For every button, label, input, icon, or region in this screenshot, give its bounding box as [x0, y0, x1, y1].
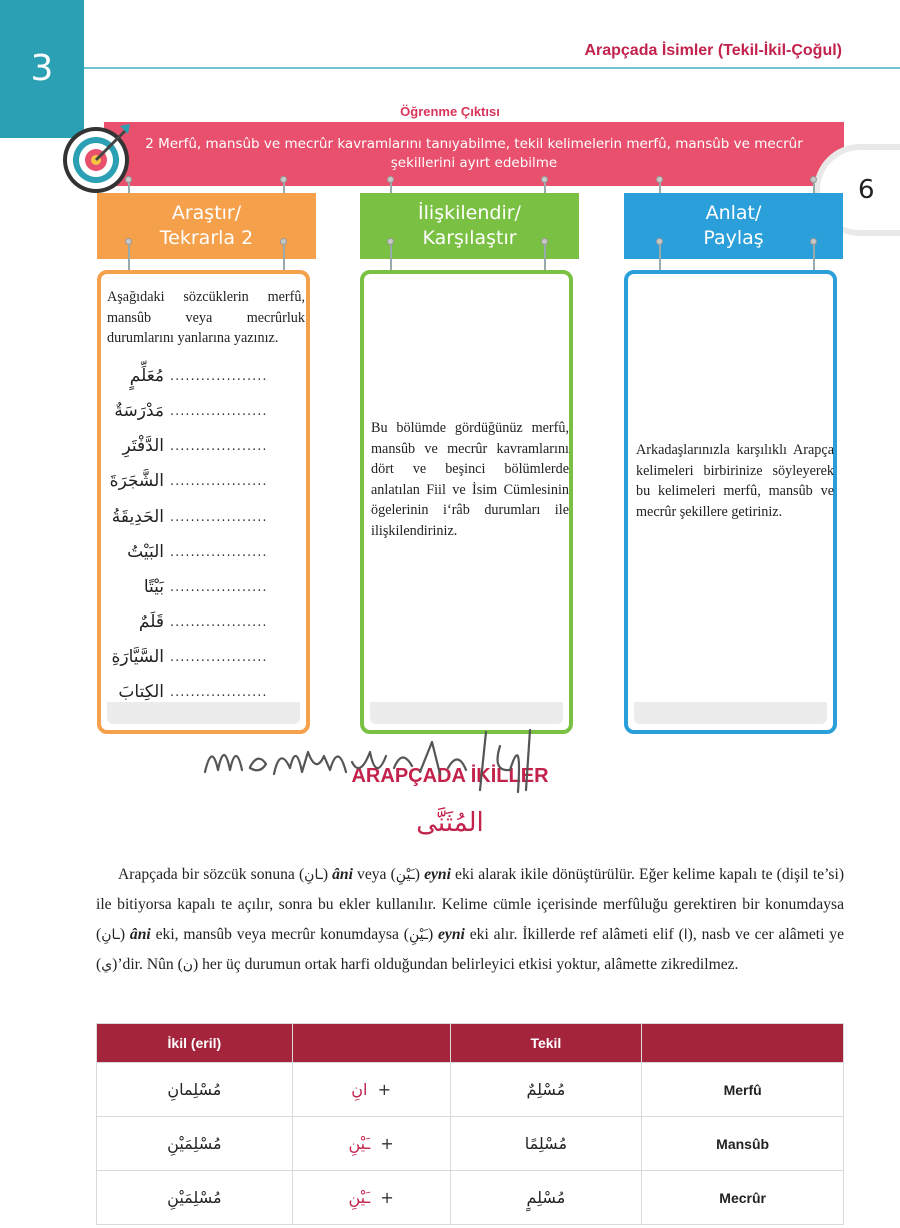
column-header-relate	[360, 193, 579, 259]
suffix-ani: âni	[332, 866, 353, 883]
intro-paragraph	[96, 860, 844, 980]
learning-outcome-label: Öğrenme Çıktısı	[400, 104, 500, 119]
suffix-cell	[292, 1171, 450, 1225]
answer-blank[interactable]: ...................	[170, 649, 268, 665]
table-row	[97, 1171, 844, 1225]
singular-form: مُسْلِمًا	[450, 1117, 642, 1171]
table-header-row	[97, 1024, 844, 1063]
para-text: veya (	[352, 866, 396, 883]
elif-arabic: ا	[683, 927, 688, 943]
word-row	[106, 640, 306, 674]
suffix: ـَيْنِ	[348, 1134, 371, 1153]
suffix-ani: âni	[129, 926, 151, 943]
header-suffix	[292, 1024, 450, 1063]
suffix-ani-arabic: ـانِ	[304, 867, 323, 883]
word-row	[106, 605, 306, 639]
column-header-line1: Araştır/	[171, 202, 242, 224]
dual-form: مُسْلِمَيْنِ	[97, 1171, 293, 1225]
card2-text: Bu bölümde gördüğünüz merfû, mansûb ve mecrûr kavramlarını dört ve beşinci bölümlerde anlatılan Fiil ve İsim Cümlesinin ögelerinin i‘râb durumları ile ilişkilendiriniz.	[371, 420, 569, 539]
singular-form: مُسْلِمٌ	[450, 1063, 642, 1117]
answer-blank[interactable]: ...................	[170, 684, 268, 700]
pin	[125, 176, 132, 183]
para-text: ) her üç durumun ortak harfi olduğundan belirleyici etkisi yoktur, alâmette zikredilmez.	[193, 956, 739, 973]
page-number-tab: 6	[820, 150, 900, 230]
word-row	[106, 675, 306, 709]
case-name: Mecrûr	[642, 1171, 844, 1225]
arabic-word: مَدْرَسَةٌ	[114, 401, 164, 421]
ye-arabic: ي	[101, 957, 113, 973]
pin	[125, 238, 132, 245]
pin	[810, 238, 817, 245]
word-row	[106, 570, 306, 604]
para-text: ), nasb ve cer alâmeti ye (	[96, 926, 844, 973]
para-text: Arapçada bir sözcük sonuna (	[118, 866, 305, 883]
word-row	[106, 535, 306, 569]
suffix-eyni: eyni	[424, 866, 451, 883]
column-header-line1: Anlat/	[705, 202, 762, 224]
suffix-eyni: eyni	[438, 926, 465, 943]
card1-instruction: Aşağıdaki sözcüklerin merfû, mansûb veya mecrûrluk durumlarını yanlarına yazınız.	[107, 289, 305, 346]
suffix-eyni-arabic: ـَيْنِ	[408, 927, 428, 943]
para-text: eki, mansûb veya mecrûr konumdaysa (	[150, 926, 409, 943]
case-name: Merfû	[642, 1063, 844, 1117]
target-icon	[60, 122, 132, 194]
header-singular: Tekil	[450, 1024, 642, 1063]
pin	[810, 176, 817, 183]
word-row	[106, 464, 306, 498]
para-text: )	[322, 866, 333, 883]
running-title: Arapçada İsimler (Tekil-İkil-Çoğul)	[584, 42, 842, 59]
answer-blank[interactable]: ...................	[170, 544, 268, 560]
para-text: )’dir. Nûn (	[112, 956, 183, 973]
dual-form: مُسْلِمَيْنِ	[97, 1117, 293, 1171]
pin	[387, 176, 394, 183]
column-header-share	[624, 193, 843, 259]
card-wave	[634, 702, 827, 724]
word-row	[106, 359, 306, 393]
arabic-word: البَيْتُ	[127, 542, 164, 562]
arabic-word: الكِتابَ	[118, 682, 164, 702]
para-text: eki alır. İkillerde ref alâmeti elif (	[464, 926, 684, 943]
card3-text: Arkadaşlarınızla karşılıklı Arapça kelimeleri birbirinize söyleyerek bu kelimeleri merfû, mansûb ve mecrûr şekillere getiriniz.	[636, 442, 834, 520]
suffix-ani-arabic: ـانِ	[101, 927, 120, 943]
plus-sign: +	[377, 1080, 392, 1099]
arabic-word: السَّيَّارَةِ	[111, 647, 164, 667]
word-row	[106, 394, 306, 428]
para-text: )	[119, 926, 130, 943]
arabic-word: قَلَمٌ	[138, 612, 164, 632]
header-rule	[84, 67, 900, 69]
arabic-word: الحَدِيقَةُ	[111, 507, 164, 527]
column-header-line2: Paylaş	[703, 227, 764, 249]
singular-form: مُسْلِمٍ	[450, 1171, 642, 1225]
dual-form: مُسْلِمانِ	[97, 1063, 293, 1117]
pin	[541, 238, 548, 245]
answer-blank[interactable]: ...................	[170, 403, 268, 419]
pin	[387, 238, 394, 245]
column-header-line1: İlişkilendir/	[418, 202, 521, 224]
arabic-word: مُعَلِّمٍ	[129, 366, 164, 386]
section-title: ARAPÇADA İKİLLER	[351, 765, 549, 787]
pin	[656, 176, 663, 183]
plus-sign: +	[380, 1134, 394, 1153]
answer-blank[interactable]: ...................	[170, 614, 268, 630]
table-row	[97, 1117, 844, 1171]
pin	[280, 238, 287, 245]
arabic-word: الدَّفْتَرِ	[122, 436, 164, 456]
column-header-line2: Karşılaştır	[422, 227, 517, 249]
arabic-word: الشَّجَرَةَ	[109, 471, 164, 491]
para-text: eki alarak ikile dönüştürülür. Eğer kelime kapalı te (dişil te’si) ile bitiyorsa kapalı te açılır, sonra bu ekler kullanılır. Kelime cümle içerisinde merfûluğu gerektiren bir konumdaysa (	[96, 866, 845, 943]
case-name: Mansûb	[642, 1117, 844, 1171]
suffix-cell	[292, 1117, 450, 1171]
suffix-eyni-arabic: ـَيْنِ	[395, 867, 415, 883]
word-row	[106, 429, 306, 463]
pin	[656, 238, 663, 245]
answer-blank[interactable]: ...................	[170, 579, 268, 595]
pin	[280, 176, 287, 183]
arabic-word: بَيْتًا	[143, 577, 164, 597]
chapter-number: 3	[0, 0, 84, 138]
learning-outcome-text: 2 Merfû, mansûb ve mecrûr kavramlarını tanıyabilme, tekil kelimelerin merfû, mansûb ve mecrûr şekillerini ayırt edebilme	[145, 136, 803, 171]
header-dual: İkil (eril)	[97, 1024, 293, 1063]
answer-blank[interactable]: ...................	[170, 368, 268, 384]
suffix: انِ	[351, 1080, 368, 1099]
table-row	[97, 1063, 844, 1117]
answer-blank[interactable]: ...................	[170, 438, 268, 454]
answer-blank[interactable]: ...................	[170, 473, 268, 489]
handwritten-scribble	[200, 712, 560, 802]
plus-sign: +	[380, 1188, 394, 1207]
para-text: )	[427, 926, 439, 943]
para-text: )	[414, 866, 425, 883]
suffix: ـَيْنِ	[348, 1188, 371, 1207]
suffix-cell	[292, 1063, 450, 1117]
answer-blank[interactable]: ...................	[170, 509, 268, 525]
section-title-arabic: المُثَنَّى	[416, 808, 484, 838]
pin	[541, 176, 548, 183]
header-case	[642, 1024, 844, 1063]
dual-table	[96, 1023, 844, 1225]
learning-outcome-banner	[104, 122, 844, 186]
nun-arabic: ن	[182, 957, 194, 973]
column-header-line2: Tekrarla 2	[159, 227, 254, 249]
word-row	[106, 500, 306, 534]
